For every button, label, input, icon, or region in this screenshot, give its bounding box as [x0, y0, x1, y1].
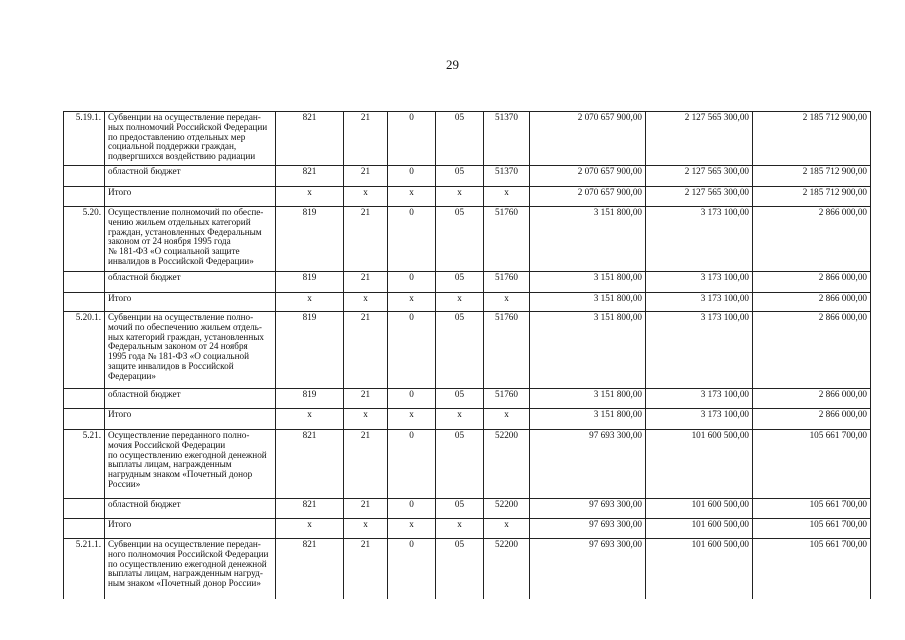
- amount-year-2: 101 600 500,00: [646, 519, 753, 539]
- amount-year-1: 97 693 300,00: [530, 499, 646, 519]
- program-code: х: [388, 293, 436, 312]
- grbs-code: х: [276, 187, 344, 207]
- section-code: 21: [344, 112, 388, 166]
- table-row: [64, 430, 871, 499]
- amount-year-2: 3 173 100,00: [646, 409, 753, 430]
- section-code: 21: [344, 499, 388, 519]
- row-name: Итого: [105, 187, 276, 207]
- row-code: 5.21.: [64, 430, 105, 499]
- row-code: [64, 519, 105, 539]
- grbs-code: х: [276, 409, 344, 430]
- target-code: 51760: [484, 312, 530, 389]
- row-code: 5.20.: [64, 207, 105, 272]
- table-row: [64, 112, 871, 166]
- target-code: 51370: [484, 166, 530, 187]
- amount-year-3: 2 866 000,00: [753, 272, 871, 293]
- amount-year-1: 2 070 657 900,00: [530, 187, 646, 207]
- table-row: [64, 519, 871, 539]
- amount-year-1: 3 151 800,00: [530, 293, 646, 312]
- section-code: х: [344, 187, 388, 207]
- row-name: Итого: [105, 293, 276, 312]
- amount-year-3: 105 661 700,00: [753, 539, 871, 599]
- row-code: [64, 166, 105, 187]
- subprogram-code: 05: [436, 166, 484, 187]
- grbs-code: 821: [276, 112, 344, 166]
- target-code: 51370: [484, 112, 530, 166]
- target-code: 52200: [484, 539, 530, 599]
- grbs-code: 821: [276, 499, 344, 519]
- table-row: [64, 272, 871, 293]
- row-name: Итого: [105, 409, 276, 430]
- page-number: 29: [446, 57, 459, 72]
- row-code: 5.19.1.: [64, 112, 105, 166]
- target-code: х: [484, 187, 530, 207]
- target-code: 52200: [484, 430, 530, 499]
- subprogram-code: 05: [436, 272, 484, 293]
- amount-year-3: 105 661 700,00: [753, 519, 871, 539]
- subprogram-code: х: [436, 187, 484, 207]
- amount-year-1: 3 151 800,00: [530, 409, 646, 430]
- amount-year-2: 3 173 100,00: [646, 293, 753, 312]
- section-code: 21: [344, 272, 388, 293]
- section-code: 21: [344, 207, 388, 272]
- amount-year-1: 3 151 800,00: [530, 272, 646, 293]
- amount-year-3: 2 866 000,00: [753, 312, 871, 389]
- row-code: [64, 293, 105, 312]
- amount-year-2: 3 173 100,00: [646, 312, 753, 389]
- program-code: х: [388, 519, 436, 539]
- target-code: 51760: [484, 272, 530, 293]
- row-code: [64, 409, 105, 430]
- subprogram-code: 05: [436, 112, 484, 166]
- amount-year-1: 3 151 800,00: [530, 389, 646, 409]
- program-code: 0: [388, 312, 436, 389]
- table-row: [64, 166, 871, 187]
- table-row: [64, 207, 871, 272]
- amount-year-2: 101 600 500,00: [646, 539, 753, 599]
- amount-year-1: 3 151 800,00: [530, 207, 646, 272]
- amount-year-3: 105 661 700,00: [753, 430, 871, 499]
- subprogram-code: 05: [436, 499, 484, 519]
- amount-year-3: 2 866 000,00: [753, 389, 871, 409]
- section-code: 21: [344, 389, 388, 409]
- subprogram-code: 05: [436, 430, 484, 499]
- amount-year-2: 101 600 500,00: [646, 499, 753, 519]
- subprogram-code: х: [436, 519, 484, 539]
- subprogram-code: 05: [436, 389, 484, 409]
- program-code: 0: [388, 499, 436, 519]
- amount-year-2: 2 127 565 300,00: [646, 187, 753, 207]
- row-code: [64, 499, 105, 519]
- amount-year-2: 3 173 100,00: [646, 207, 753, 272]
- amount-year-1: 97 693 300,00: [530, 430, 646, 499]
- table-row: [64, 499, 871, 519]
- section-code: 21: [344, 430, 388, 499]
- row-name: Субвенции на осуществление передан- ных полномочий Российской Федерации по предоставлению отдельных мер социальной поддержки граждан, подвергшихся воздействию радиации: [105, 112, 276, 166]
- row-name: Осуществление переданного полно- мочия Российской Федерации по осуществлению ежегодной денежной выплаты лицам, награжденным нагрудным знаком «Почетный донор России»: [105, 430, 276, 499]
- amount-year-3: 105 661 700,00: [753, 499, 871, 519]
- amount-year-3: 2 866 000,00: [753, 293, 871, 312]
- target-code: х: [484, 519, 530, 539]
- section-code: 21: [344, 539, 388, 599]
- amount-year-2: 2 127 565 300,00: [646, 166, 753, 187]
- grbs-code: х: [276, 293, 344, 312]
- subprogram-code: х: [436, 409, 484, 430]
- subprogram-code: х: [436, 293, 484, 312]
- program-code: 0: [388, 166, 436, 187]
- grbs-code: 819: [276, 312, 344, 389]
- program-code: 0: [388, 430, 436, 499]
- row-code: [64, 272, 105, 293]
- section-code: х: [344, 519, 388, 539]
- program-code: х: [388, 187, 436, 207]
- target-code: 52200: [484, 499, 530, 519]
- amount-year-2: 3 173 100,00: [646, 389, 753, 409]
- grbs-code: х: [276, 519, 344, 539]
- subprogram-code: 05: [436, 312, 484, 389]
- row-name: областной бюджет: [105, 166, 276, 187]
- amount-year-1: 3 151 800,00: [530, 312, 646, 389]
- target-code: 51760: [484, 389, 530, 409]
- amount-year-2: 3 173 100,00: [646, 272, 753, 293]
- grbs-code: 821: [276, 430, 344, 499]
- grbs-code: 819: [276, 272, 344, 293]
- amount-year-1: 97 693 300,00: [530, 519, 646, 539]
- subprogram-code: 05: [436, 539, 484, 599]
- row-name: Осуществление полномочий по обеспе- чению жильем отдельных категорий граждан, установленных Федеральным законом от 24 ноября 1995 года № 181-ФЗ «О социальной защите инвалидов в Российской Федерации»: [105, 207, 276, 272]
- row-code: 5.20.1.: [64, 312, 105, 389]
- amount-year-3: 2 866 000,00: [753, 409, 871, 430]
- budget-table: [63, 111, 871, 599]
- grbs-code: 821: [276, 539, 344, 599]
- amount-year-3: 2 185 712 900,00: [753, 187, 871, 207]
- target-code: х: [484, 293, 530, 312]
- subprogram-code: 05: [436, 207, 484, 272]
- table-row: [64, 409, 871, 430]
- amount-year-1: 2 070 657 900,00: [530, 112, 646, 166]
- amount-year-3: 2 185 712 900,00: [753, 112, 871, 166]
- table-row: [64, 539, 871, 599]
- row-name: областной бюджет: [105, 389, 276, 409]
- section-code: 21: [344, 312, 388, 389]
- table-row: [64, 312, 871, 389]
- row-name: областной бюджет: [105, 272, 276, 293]
- amount-year-2: 101 600 500,00: [646, 430, 753, 499]
- amount-year-2: 2 127 565 300,00: [646, 112, 753, 166]
- table-row: [64, 293, 871, 312]
- table-row: [64, 389, 871, 409]
- section-code: х: [344, 409, 388, 430]
- grbs-code: 819: [276, 389, 344, 409]
- row-code: [64, 389, 105, 409]
- program-code: 0: [388, 112, 436, 166]
- row-name: Итого: [105, 519, 276, 539]
- program-code: 0: [388, 272, 436, 293]
- row-code: [64, 187, 105, 207]
- amount-year-3: 2 866 000,00: [753, 207, 871, 272]
- target-code: 51760: [484, 207, 530, 272]
- program-code: 0: [388, 207, 436, 272]
- section-code: х: [344, 293, 388, 312]
- row-name: Субвенции на осуществление полно- мочий по обеспечению жильем отдель- ных категорий граждан, установленных Федеральным законом от 24 ноября 1995 года № 181-ФЗ «О социальной защите инвалидов в Российской Федерации»: [105, 312, 276, 389]
- row-name: Субвенции на осуществление передан- ного полномочия Российской Федерации по осуществлению ежегодной денежной выплаты лицам, награжденным нагруд- ным знаком «Почетный донор России»: [105, 539, 276, 599]
- target-code: х: [484, 409, 530, 430]
- program-code: 0: [388, 389, 436, 409]
- program-code: х: [388, 409, 436, 430]
- program-code: 0: [388, 539, 436, 599]
- row-code: 5.21.1.: [64, 539, 105, 599]
- amount-year-3: 2 185 712 900,00: [753, 166, 871, 187]
- grbs-code: 821: [276, 166, 344, 187]
- grbs-code: 819: [276, 207, 344, 272]
- amount-year-1: 97 693 300,00: [530, 539, 646, 599]
- amount-year-1: 2 070 657 900,00: [530, 166, 646, 187]
- section-code: 21: [344, 166, 388, 187]
- row-name: областной бюджет: [105, 499, 276, 519]
- table-row: [64, 187, 871, 207]
